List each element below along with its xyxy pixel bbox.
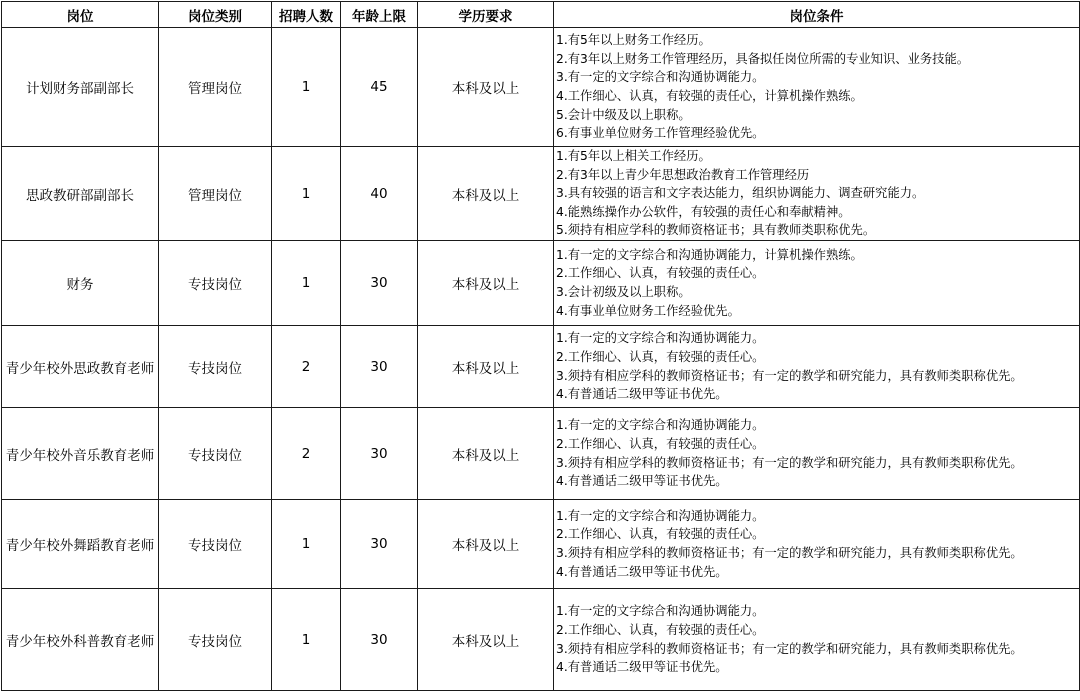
condition-item: 3.会计初级及以上职称。 xyxy=(556,285,691,299)
condition-item: 2.有3年以上青少年思想政治教育工作管理经历 xyxy=(556,167,810,182)
header-age: 年龄上限 xyxy=(341,2,418,28)
condition-item: 3.须持有相应学科的教师资格证书；有一定的教学和研究能力，具有教师类职称优先。 xyxy=(556,455,1023,470)
category-cell: 专技岗位 xyxy=(159,589,272,691)
condition-item: 4.有普通话二级甲等证书优先。 xyxy=(556,474,728,489)
category-cell: 管理岗位 xyxy=(159,147,272,241)
header-position: 岗位 xyxy=(2,2,159,28)
condition-item: 1.有5年以上相关工作经历。 xyxy=(556,149,711,164)
condition-item: 3.须持有相应学科的教师资格证书；有一定的教学和研究能力，具有教师类职称优先。 xyxy=(556,368,1023,383)
conditions-cell xyxy=(554,241,1080,326)
position-cell: 思政教研部副部长 xyxy=(2,147,159,241)
recruitment-table xyxy=(1,1,1080,691)
condition-item: 1.有5年以上财务工作经历。 xyxy=(556,33,711,48)
age-cell: 30 xyxy=(341,408,418,500)
condition-item: 4.能熟练操作办公软件，有较强的责任心和奉献精神。 xyxy=(556,204,851,219)
conditions-cell xyxy=(554,500,1080,589)
count-cell: 1 xyxy=(272,500,341,589)
table-row xyxy=(2,408,1080,500)
condition-item: 4.有普通话二级甲等证书优先。 xyxy=(556,564,728,579)
condition-item: 4.有普通话二级甲等证书优先。 xyxy=(556,387,728,402)
table-row xyxy=(2,147,1080,241)
category-cell: 管理岗位 xyxy=(159,28,272,147)
position-cell: 青少年校外音乐教育老师 xyxy=(2,408,159,500)
count-cell: 1 xyxy=(272,589,341,691)
education-cell: 本科及以上 xyxy=(418,147,554,241)
age-cell: 30 xyxy=(341,589,418,691)
condition-item: 6.有事业单位财务工作管理经验优先。 xyxy=(556,126,765,141)
condition-item: 3.须持有相应学科的教师资格证书；有一定的教学和研究能力，具有教师类职称优先。 xyxy=(556,546,1023,560)
education-cell: 本科及以上 xyxy=(418,241,554,326)
count-cell: 1 xyxy=(272,147,341,241)
header-count: 招聘人数 xyxy=(272,2,341,28)
education-cell: 本科及以上 xyxy=(418,408,554,500)
table-row xyxy=(2,28,1080,147)
header-education: 学历要求 xyxy=(418,2,554,28)
age-cell: 30 xyxy=(341,500,418,589)
position-cell: 青少年校外科普教育老师 xyxy=(2,589,159,691)
table-row xyxy=(2,500,1080,589)
condition-item: 3.须持有相应学科的教师资格证书；有一定的教学和研究能力，具有教师类职称优先。 xyxy=(556,641,1023,656)
condition-item: 2.工作细心、认真，有较强的责任心。 xyxy=(556,349,765,364)
condition-item: 1.有一定的文字综合和沟通协调能力。 xyxy=(556,604,765,619)
condition-item: 2.有3年以上财务工作管理经历，具备拟任岗位所需的专业知识、业务技能。 xyxy=(556,51,970,66)
condition-item: 1.有一定的文字综合和沟通协调能力。 xyxy=(556,508,765,523)
category-cell: 专技岗位 xyxy=(159,326,272,408)
education-cell: 本科及以上 xyxy=(418,28,554,147)
header-conditions: 岗位条件 xyxy=(554,2,1080,28)
condition-item: 5.须持有相应学科的教师资格证书；具有教师类职称优先。 xyxy=(556,223,876,238)
age-cell: 45 xyxy=(341,28,418,147)
condition-item: 3.有一定的文字综合和沟通协调能力。 xyxy=(556,70,765,85)
header-category: 岗位类别 xyxy=(159,2,272,28)
count-cell: 2 xyxy=(272,326,341,408)
header-row xyxy=(2,2,1080,28)
count-cell: 2 xyxy=(272,408,341,500)
condition-item: 5.会计中级及以上职称。 xyxy=(556,107,691,122)
category-cell: 专技岗位 xyxy=(159,241,272,326)
condition-item: 2.工作细心、认真，有较强的责任心。 xyxy=(556,622,765,637)
condition-item: 1.有一定的文字综合和沟通协调能力，计算机操作熟练。 xyxy=(556,247,863,262)
table-row xyxy=(2,241,1080,326)
conditions-cell xyxy=(554,589,1080,691)
conditions-cell xyxy=(554,28,1080,147)
position-cell: 财务 xyxy=(2,241,159,326)
category-cell: 专技岗位 xyxy=(159,500,272,589)
position-cell: 青少年校外舞蹈教育老师 xyxy=(2,500,159,589)
conditions-cell xyxy=(554,147,1080,241)
age-cell: 40 xyxy=(341,147,418,241)
conditions-cell xyxy=(554,326,1080,408)
table-row xyxy=(2,589,1080,691)
age-cell: 30 xyxy=(341,326,418,408)
education-cell: 本科及以上 xyxy=(418,500,554,589)
position-cell: 计划财务部副部长 xyxy=(2,28,159,147)
table-row xyxy=(2,326,1080,408)
age-cell: 30 xyxy=(341,241,418,326)
condition-item: 2.工作细心、认真，有较强的责任心。 xyxy=(556,266,765,281)
education-cell: 本科及以上 xyxy=(418,326,554,408)
condition-item: 4.有事业单位财务工作经验优先。 xyxy=(556,303,740,318)
education-cell: 本科及以上 xyxy=(418,589,554,691)
conditions-cell xyxy=(554,408,1080,500)
count-cell: 1 xyxy=(272,28,341,147)
category-cell: 专技岗位 xyxy=(159,408,272,500)
table-header xyxy=(2,2,1080,28)
condition-item: 4.有普通话二级甲等证书优先。 xyxy=(556,660,728,675)
condition-item: 2.工作细心、认真，有较强的责任心。 xyxy=(556,436,765,451)
count-cell: 1 xyxy=(272,241,341,326)
table-body xyxy=(2,28,1080,691)
condition-item: 3.具有较强的语言和文字表达能力，组织协调能力、调查研究能力。 xyxy=(556,186,925,201)
condition-item: 1.有一定的文字综合和沟通协调能力。 xyxy=(556,331,765,346)
position-cell: 青少年校外思政教育老师 xyxy=(2,326,159,408)
condition-item: 2.工作细心、认真，有较强的责任心。 xyxy=(556,527,765,542)
condition-item: 4.工作细心、认真，有较强的责任心，计算机操作熟练。 xyxy=(556,89,863,103)
condition-item: 1.有一定的文字综合和沟通协调能力。 xyxy=(556,418,765,433)
